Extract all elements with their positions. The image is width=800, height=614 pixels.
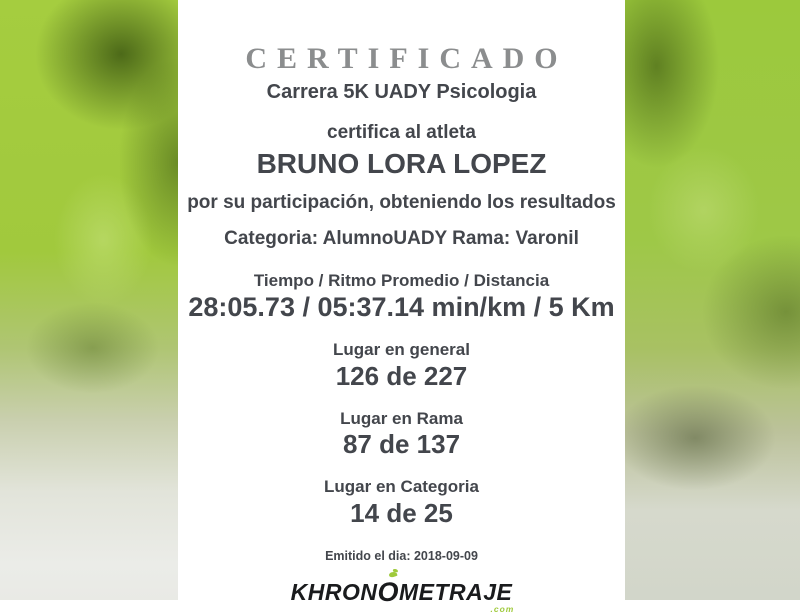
athlete-name: BRUNO LORA LOPEZ (256, 147, 547, 179)
results-value: 28:05.73 / 05:37.14 min/km / 5 Km (188, 292, 615, 323)
results-header: Tiempo / Ritmo Promedio / Distancia (253, 270, 550, 290)
event-name: Carrera 5K UADY Psicologia (266, 81, 537, 103)
participation-line: por su participación, obteniendo los resultados (187, 192, 616, 214)
placement-rama-value: 87 de 137 (342, 429, 461, 460)
logo-stopwatch-o (377, 578, 399, 605)
logo-text-left: KHRON (290, 579, 378, 605)
male-runner-photo (0, 0, 178, 600)
logo-letter-o: O (377, 577, 399, 607)
certificate-title: CERTIFICADO (245, 42, 568, 75)
placement-general-value: 126 de 227 (335, 360, 468, 391)
category-rama-line: Categoria: AlumnoUADY Rama: Varonil (224, 227, 579, 249)
khronometraje-logo (290, 577, 515, 614)
placement-categoria-label: Lugar en Categoria (324, 477, 479, 497)
placement-rama-label: Lugar en Rama (340, 408, 463, 428)
logo-text-right: METRAJE (398, 579, 513, 605)
logo-tld: .com (490, 603, 515, 614)
female-runner-photo (625, 0, 800, 600)
certify-line: certifica al atleta (327, 122, 476, 143)
placement-categoria-value: 14 de 25 (350, 497, 453, 528)
certificate-body (178, 0, 625, 614)
issued-date-line: Emitido el dia: 2018-09-09 (325, 548, 478, 563)
placement-general-label: Lugar en general (333, 340, 470, 360)
